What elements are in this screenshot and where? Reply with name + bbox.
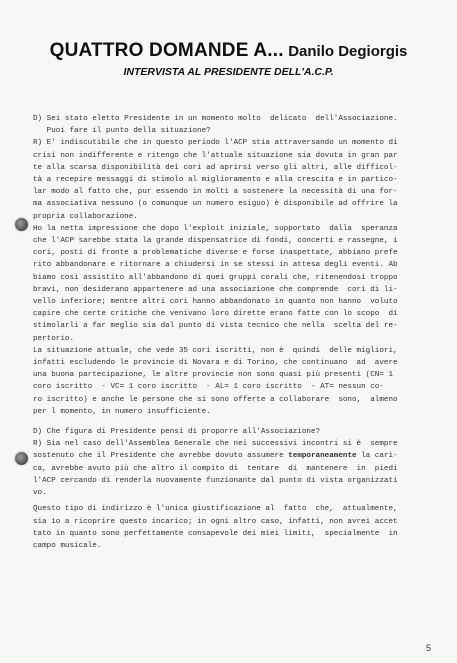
title-main: QUATTRO DOMANDE A... [49,40,284,61]
text-line: La situazione attuale, che vede 35 cori iscritti, non è quindi delle migliori, [33,346,398,355]
question-1 [33,113,443,137]
text-line: che l'ACP sarebbe stata la grande dispensatrice di fondi, concerti e rassegne, i [33,237,398,246]
answer-1-situation [33,345,443,418]
text-line: R) E' indiscutibile che in questo periodo l'ACP stia attraversando un momento di [33,139,398,148]
text-line: cori, posti di fronte a problematiche diverse e forse inaspettate, abbiano prefe [33,249,398,258]
text-line: capire che certe critiche che venivano loro dirette erano fatte con lo scopo di [33,310,398,319]
text-line: pertorio. [33,334,75,343]
text-line: bravi, non desiderano appartenere ad una associazione che comprende cori di li- [33,285,398,294]
text-line: Questo tipo di indirizzo è l'unica giustificazione al fatto che, attualmente, [33,505,398,514]
question-2 [33,426,443,438]
article-subtitle: INTERVISTA AL PRESIDENTE DELL'A.C.P. [123,66,334,78]
answer-2-continued [33,503,443,552]
text-line: campo musicale. [33,541,102,550]
text-segment: la cari- [356,452,398,461]
interviewee-name: Danilo Degiorgis [288,43,408,60]
text-line: te alla scarsa disponibilità dei cori ad aprirsi verso gli altri, alle difficol- [33,163,398,172]
text-line: R) Sia nel caso dell'Assemblea Generale che nei successivi incontri si è sempre [33,440,398,449]
text-line: ma associativa nessuno (o comunque un numero esiguo) è disponibile ad offrire la [33,200,398,209]
text-segment: sostenuto che il Presidente che avrebbe dovuto assumere [33,452,289,461]
text-line: D) Sei stato eletto Presidente in un momento molto delicato dell'Associazione. [33,115,398,123]
text-line: biamo così assistito all'abbandono di quei gruppi corali che, ritenendosi troppo [33,273,398,282]
text-line: Ho la netta impressione che dopo l'exploit iniziale, supportato dalla speranza [33,224,398,233]
text-line: sia io a ricoprire questo incarico; in ogni altro caso, infatti, non avrei accet [33,517,398,526]
text-line: Puoi fare il punto della situazione? [33,127,211,136]
binder-hole-bottom [15,452,28,465]
binder-hole-top [15,218,28,231]
text-line [33,450,443,462]
text-line: coro iscritto - VC= 1 coro iscritto - AL= 1 coro iscritto - AT= nessun co- [33,383,384,392]
article-body [33,113,443,552]
text-line: D) Che figura di Presidente pensi di proporre all'Associazione? [33,428,321,437]
text-line: ro iscritto) e anche le persone che si sono offerte a collaborare sono, almeno [33,395,398,404]
text-line: l'ACP cercando di renderla nuovamente funzionante dal punto di vista organizzati [33,476,398,485]
text-line: vello inferiore; mentre altri cori hanno abbandonato in quanto non hanno voluto [33,298,398,307]
emphasis-temporaneamente: temporaneamente [288,452,357,461]
text-line: vo. [33,489,47,498]
text-line: propria collaborazione. [33,212,138,221]
text-line: rito abbandonare e ritornare a chiudersi in se stessi in attesa degli eventi. Ab [33,261,398,270]
article-title [0,40,457,62]
text-line: tato in quanto sono perfettamente consapevole dei miei limiti, specialmente in [33,529,398,538]
text-line: per l momento, in numero insufficiente. [33,407,211,416]
text-line: infatti escludendo le provincie di Novara e di Torino, che continuano ad avere [33,359,398,368]
text-line: ca, avrebbe avuto più che altro il compito di tentare di mantenere in piedi [33,464,398,473]
answer-1 [33,137,443,222]
text-line: tà a recepire messaggi di stimolo al miglioramento e alla crescita e in partico- [33,176,398,185]
answer-1-continued [33,223,443,345]
answer-2 [33,438,443,499]
page-number: 5 [425,643,431,653]
text-line: stimolarli a far meglio sia dal punto di vista tecnico che nella scelta del re- [33,322,398,331]
text-line: una buona partecipazione, le altre provincie non sono quasi più presenti (CN= 1 [33,371,394,380]
text-line: crisi non indifferente e ritengo che l'attuale situazione sia dovuta in gran par [33,151,398,160]
text-line: lar modo al fatto che, pur essendo in molti a sostenere la necessità di una for- [33,188,398,197]
